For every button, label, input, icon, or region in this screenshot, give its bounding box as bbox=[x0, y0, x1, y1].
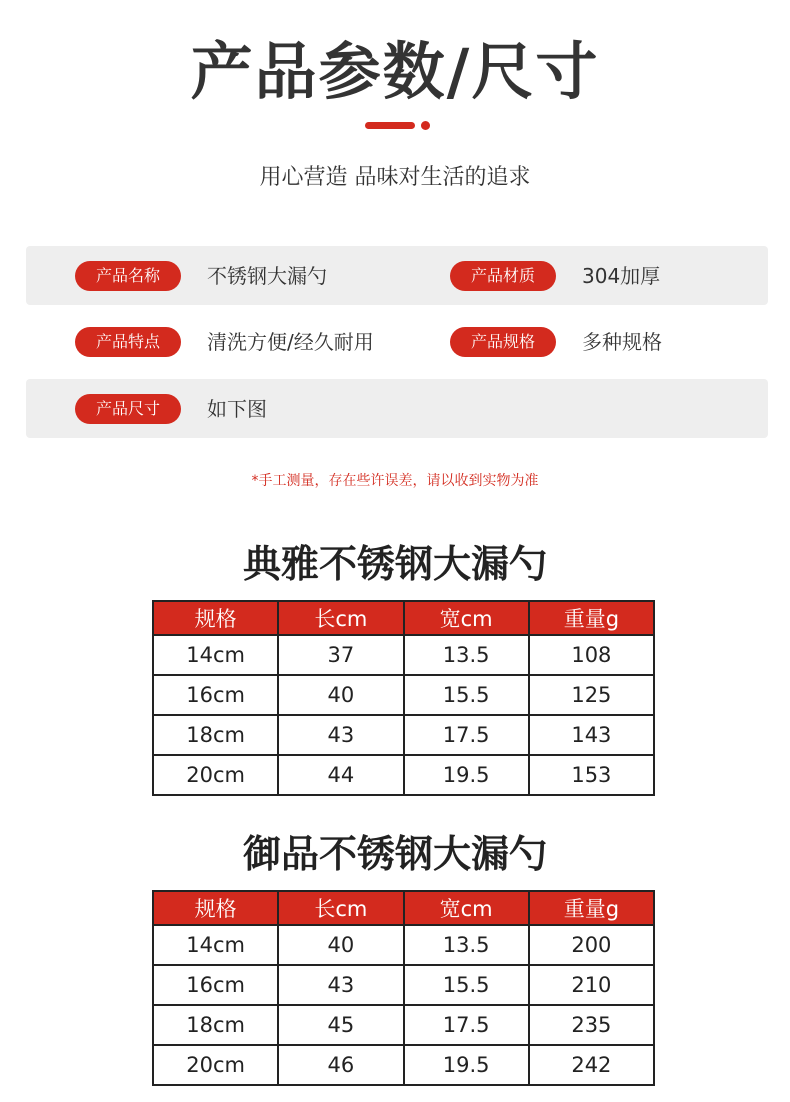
cell-width: 19.5 bbox=[404, 755, 529, 795]
header-width: 宽cm bbox=[404, 601, 529, 635]
cell-width: 13.5 bbox=[404, 925, 529, 965]
spec-value: 多种规格 bbox=[582, 330, 662, 354]
cell-weight: 210 bbox=[529, 965, 654, 1005]
header-spec: 规格 bbox=[153, 891, 278, 925]
cell-length: 46 bbox=[278, 1045, 403, 1085]
cell-spec: 20cm bbox=[153, 755, 278, 795]
table-row bbox=[153, 675, 654, 715]
cell-width: 17.5 bbox=[404, 715, 529, 755]
table-row bbox=[153, 715, 654, 755]
table-header-row bbox=[153, 601, 654, 635]
table-row bbox=[153, 965, 654, 1005]
cell-weight: 200 bbox=[529, 925, 654, 965]
name-value: 不锈钢大漏勺 bbox=[207, 264, 327, 288]
cell-weight: 242 bbox=[529, 1045, 654, 1085]
page-title: 产品参数/尺寸 bbox=[190, 35, 600, 108]
feature-value: 清洗方便/经久耐用 bbox=[207, 330, 374, 354]
header-weight: 重量g bbox=[529, 601, 654, 635]
table1-title: 典雅不锈钢大漏勺 bbox=[242, 542, 547, 586]
spec-row-feature-spec bbox=[26, 312, 768, 371]
cell-width: 19.5 bbox=[404, 1045, 529, 1085]
cell-width: 13.5 bbox=[404, 635, 529, 675]
cell-spec: 18cm bbox=[153, 1005, 278, 1045]
material-label-badge: 产品材质 bbox=[450, 261, 556, 291]
table1-size-table bbox=[152, 600, 655, 796]
cell-weight: 143 bbox=[529, 715, 654, 755]
page-subtitle: 用心营造 品味对生活的追求 bbox=[259, 165, 531, 190]
table-row bbox=[153, 755, 654, 795]
spec-row-name-material bbox=[26, 246, 768, 305]
header-spec: 规格 bbox=[153, 601, 278, 635]
table-row bbox=[153, 1005, 654, 1045]
cell-weight: 153 bbox=[529, 755, 654, 795]
table-row bbox=[153, 635, 654, 675]
spec-label-badge: 产品规格 bbox=[450, 327, 556, 357]
size-label-badge: 产品尺寸 bbox=[75, 394, 181, 424]
title-underline-dot bbox=[421, 121, 430, 130]
cell-spec: 16cm bbox=[153, 675, 278, 715]
cell-length: 40 bbox=[278, 675, 403, 715]
cell-width: 17.5 bbox=[404, 1005, 529, 1045]
name-label-badge: 产品名称 bbox=[75, 261, 181, 291]
cell-spec: 16cm bbox=[153, 965, 278, 1005]
cell-weight: 235 bbox=[529, 1005, 654, 1045]
cell-spec: 14cm bbox=[153, 925, 278, 965]
title-underline-bar bbox=[365, 122, 415, 129]
cell-length: 44 bbox=[278, 755, 403, 795]
table-row bbox=[153, 1045, 654, 1085]
table-row bbox=[153, 925, 654, 965]
header-length: 长cm bbox=[278, 601, 403, 635]
cell-length: 40 bbox=[278, 925, 403, 965]
material-value: 304加厚 bbox=[582, 264, 661, 288]
header-length: 长cm bbox=[278, 891, 403, 925]
cell-width: 15.5 bbox=[404, 965, 529, 1005]
cell-spec: 14cm bbox=[153, 635, 278, 675]
cell-length: 45 bbox=[278, 1005, 403, 1045]
table2-size-table bbox=[152, 890, 655, 1086]
cell-length: 43 bbox=[278, 965, 403, 1005]
header-width: 宽cm bbox=[404, 891, 529, 925]
table2-title: 御品不锈钢大漏勺 bbox=[242, 832, 547, 876]
cell-weight: 125 bbox=[529, 675, 654, 715]
cell-length: 37 bbox=[278, 635, 403, 675]
feature-label-badge: 产品特点 bbox=[75, 327, 181, 357]
header-weight: 重量g bbox=[529, 891, 654, 925]
cell-width: 15.5 bbox=[404, 675, 529, 715]
measurement-note: *手工测量，存在些许误差，请以收到实物为准 bbox=[251, 473, 539, 489]
size-value: 如下图 bbox=[207, 397, 267, 421]
cell-weight: 108 bbox=[529, 635, 654, 675]
spec-row-size bbox=[26, 379, 768, 438]
cell-length: 43 bbox=[278, 715, 403, 755]
cell-spec: 18cm bbox=[153, 715, 278, 755]
table-header-row bbox=[153, 891, 654, 925]
cell-spec: 20cm bbox=[153, 1045, 278, 1085]
